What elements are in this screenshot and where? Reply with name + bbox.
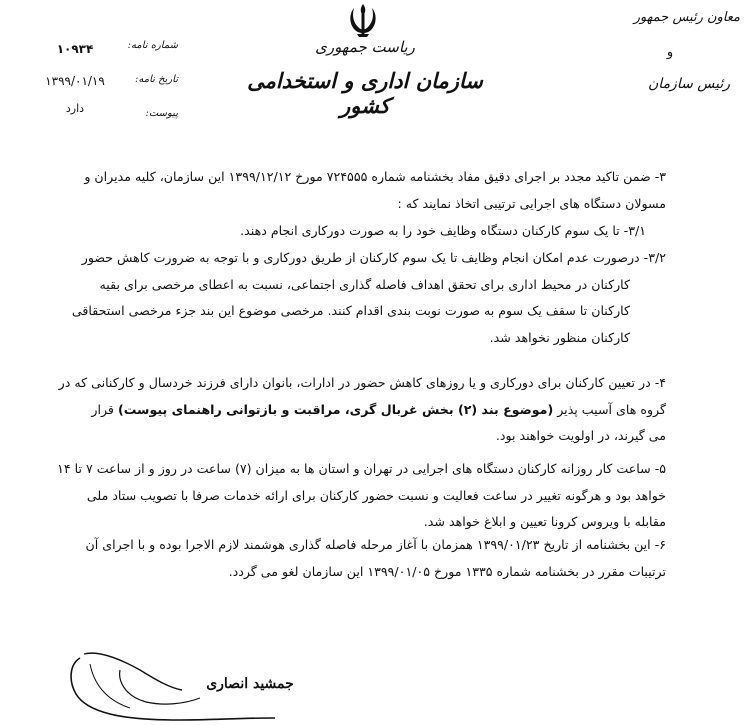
clause-6 [36, 532, 666, 585]
signer-name: جمشید انصاری [206, 676, 294, 692]
clause-number: ۴- [654, 375, 666, 390]
clause-number: ۳/۱- [623, 223, 646, 238]
clause-number: ۳/۲- [643, 250, 666, 265]
clause-text: مقابله با ویروس کرونا تعیین و ابلاغ خواهد شد. [423, 514, 666, 529]
clause-text: در تعیین کارکنان برای دورکاری و یا روزهای کاهش حضور در ادارات، بانوان دارای فرزند خردسال و کارکنانی که در [58, 375, 651, 390]
letter-number-label: شماره نامه: [127, 40, 178, 51]
clause-text: کارکنان منظور نخواهد شد. [489, 329, 630, 345]
clause-text: ساعت کار روزانه کارکنان دستگاه های اجرایی در تهران و استان ها به میزان (۷) ساعت در روز و از ساعت ۷ تا ۱۴ [57, 461, 651, 476]
recipient-conjunction: و [666, 45, 674, 60]
clause-text: تا یک سوم کارکنان دستگاه وظایف خود را به صورت دورکاری انجام دهند. [240, 223, 620, 238]
clause-3 [36, 164, 666, 217]
recipient-head: رئیس سازمان [648, 76, 730, 92]
clause-5 [36, 456, 666, 536]
emblem-icon [346, 2, 380, 38]
clause-number: ۶- [654, 537, 666, 552]
clause-text: کارکنان در محیط اداری برای تحقق اهداف فاصله گذاری اجتماعی، نسبت به اعطای مرخصی برای بقیه [99, 276, 630, 292]
clause-text: مسولان دستگاه های اجرایی ترتیبی اتخاذ نمایند که : [397, 195, 666, 211]
attachment-label: پیوست: [145, 108, 178, 119]
clause-text: کارکنان تا سقف یک سوم به صورت نوبت بندی اقدام کنند. مرخصی موضوع این بند جزء مرخصی استحقاقی [71, 303, 630, 318]
clause-text: قرار [91, 401, 114, 417]
letter-date-label: تاریخ نامه: [135, 74, 178, 85]
clause-3-2 [36, 245, 666, 351]
clause-3-1 [36, 218, 666, 245]
clause-text: می گیرند، در اولویت خواهند بود. [495, 428, 666, 443]
organization-title: سازمان اداری و استخدامی کشور [247, 68, 483, 118]
clause-text: خواهد بود و هرگونه تغییر در ساعت فعالیت و نسبت حضور کارکنان برای ارائه خدمات صرفا با تصویب ستاد ملی [86, 487, 666, 503]
clause-text: ضمن تاکید مجدد بر اجرای دقیق مفاد بخشنامه شماره ۷۲۴۵۵۵ مورخ ۱۳۹۹/۱۲/۱۲ این سازمان، کلیه مدیران و [84, 169, 651, 184]
clause-4 [36, 370, 666, 450]
attachment-value: دارد [65, 102, 85, 115]
presidency-label: ریاست جمهوری [315, 38, 415, 56]
clause-text: ترتیبات مقرر در بخشنامه شماره ۱۳۳۵ مورخ ۱۳۹۹/۰۱/۰۵ این سازمان لغو می گردد. [228, 563, 666, 579]
clause-text: درصورت عدم امکان انجام وظایف تا یک سوم کارکنان از طریق دورکاری و با توجه به ضرورت کاهش حضور [81, 250, 640, 265]
recipient-title: معاون رئیس جمهور [633, 10, 740, 25]
clause-bold-reference: (موضوع بند (۲) بخش غربال گری، مراقبت و بازتوانی راهنمای پیوست) [117, 401, 554, 417]
clause-text: گروه های آسیب پذیر [557, 401, 666, 417]
letter-number-value: ۱۰۹۳۴ [56, 42, 94, 56]
letter-date-value: ۱۳۹۹/۰۱/۱۹ [45, 74, 105, 88]
clause-number: ۵- [654, 461, 666, 476]
clause-text: این بخشنامه از تاریخ ۱۳۹۹/۰۱/۲۳ همزمان با آغاز مرحله فاصله گذاری هوشمند لازم الاجرا بوده و با اجرای آن [85, 537, 651, 552]
clause-number: ۳- [654, 169, 666, 184]
